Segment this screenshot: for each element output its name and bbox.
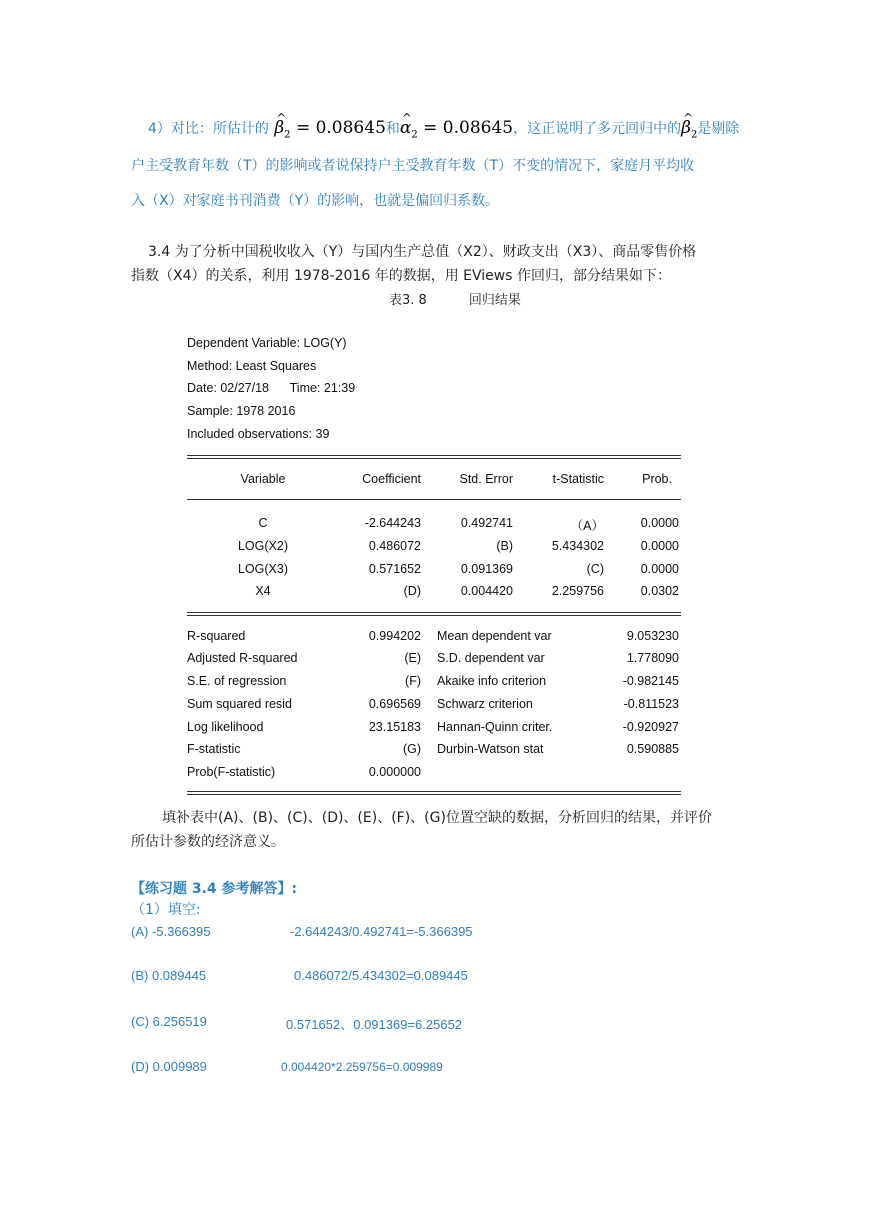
stat4-value2: -0.920927 — [622, 720, 679, 734]
row2-coef: 0.571652 — [368, 562, 421, 576]
row1-prob: 0.0000 — [640, 539, 679, 553]
row2-variable: LOG(X3) — [237, 562, 288, 576]
fill-task-line2: 所估计参数的经济意义。 — [131, 834, 285, 850]
answer-d-label: (D) 0.009989 — [131, 1059, 207, 1074]
stat2-value: (F) — [405, 674, 421, 688]
answer-b-label: (B) 0.089445 — [131, 968, 207, 983]
stat0-label: R-squared — [187, 629, 246, 643]
alpha-value: = 0.08645 — [423, 118, 514, 138]
alpha2-formula: ^ $\alpha_2 = 0.08645$ — [400, 118, 513, 138]
eviews-header-3: Sample: 1978 2016 — [187, 404, 296, 418]
rule-bottom-2 — [187, 794, 681, 795]
answer-a-calc: -2.644243/0.492741=-5.366395 — [290, 924, 473, 939]
row3-variable: X4 — [255, 584, 271, 598]
col-variable: Variable — [240, 472, 286, 486]
col-tstat: t-Statistic — [552, 472, 604, 486]
col-stderror: Std. Error — [459, 472, 513, 486]
para4-line2: 户主受教育年数（T）的影响或者说保持户主受教育年数（T）不变的情况下，家庭月平均收 — [131, 158, 695, 174]
row3-se: 0.004420 — [460, 584, 513, 598]
stat1-label: Adjusted R-squared — [187, 651, 298, 665]
alpha-subscript: 2 — [411, 129, 418, 141]
rule-top-2 — [187, 458, 681, 459]
row0-se: 0.492741 — [460, 516, 513, 530]
stat2-label: S.E. of regression — [187, 674, 287, 688]
stat5-label: F-statistic — [187, 742, 241, 756]
row2-se: 0.091369 — [460, 562, 513, 576]
beta2-formula: ^ $\beta_2 = 0.08645$ — [269, 118, 386, 138]
answer-c-calc: 0.571652、0.091369=6.25652 — [286, 1017, 463, 1032]
stat6-label: Prob(F-statistic) — [187, 765, 276, 779]
fill-task-line1: 填补表中(A)、(B)、(C)、(D)、(E)、(F)、(G)位置空缺的数据，分析回归的结果，并评价 — [162, 810, 712, 826]
row3-coef: (D) — [403, 584, 421, 598]
stat1-label2: S.D. dependent var — [437, 651, 545, 665]
stat0-value2: 9.053230 — [626, 629, 679, 643]
row3-t: 2.259756 — [551, 584, 604, 598]
row0-t: （A） — [570, 519, 604, 533]
and-word: 和 — [385, 121, 400, 137]
beta-subscript: 2 — [284, 129, 291, 141]
stat0-label2: Mean dependent var — [437, 629, 552, 643]
row1-coef: 0.486072 — [368, 539, 421, 553]
answer-a-label: (A) -5.366395 — [131, 924, 211, 939]
question-line1: 3.4 为了分析中国税收收入（Y）与国内生产总值（X2）、财政支出（X3）、商品零售价格 — [148, 244, 697, 260]
stat2-label2: Akaike info criterion — [437, 674, 547, 688]
stat4-label: Log likelihood — [187, 720, 264, 734]
rule-mid-1 — [187, 612, 681, 613]
stat3-label: Sum squared resid — [187, 697, 292, 711]
beta2-symbol: ^ $\beta_2$ — [681, 118, 697, 138]
col-prob: Prob. — [642, 472, 672, 486]
para4-middle: ，这正说明了多元回归中的 — [513, 121, 682, 137]
stat5-value2: 0.590885 — [626, 742, 679, 756]
para4-line3: 入（X）对家庭书刊消费（Y）的影响，也就是偏回归系数。 — [131, 193, 500, 209]
stat3-label2: Schwarz criterion — [437, 697, 533, 711]
question-line2: 指数（X4）的关系，利用 1978-2016 年的数据，用 EViews 作回归，部分结果如下： — [131, 268, 671, 284]
answer-c-label: (C) 6.256519 — [131, 1014, 207, 1029]
stat0-value: 0.994202 — [368, 629, 421, 643]
rule-bottom-1 — [187, 791, 681, 792]
stat3-value: 0.696569 — [368, 697, 421, 711]
row3-prob: 0.0302 — [640, 584, 679, 598]
row0-variable: C — [258, 516, 268, 530]
answer-sub1: （1）填空: — [131, 902, 201, 918]
beta-value: = 0.08645 — [295, 118, 386, 138]
row0-prob: 0.0000 — [640, 516, 679, 530]
stat6-value: 0.000000 — [368, 765, 421, 779]
stat3-value2: -0.811523 — [623, 697, 679, 711]
row2-t: (C) — [586, 562, 604, 576]
answer-d-calc: 0.004420*2.259756=0.009989 — [281, 1060, 443, 1074]
stat5-label2: Durbin-Watson stat — [437, 742, 544, 756]
answer-b-calc: 0.486072/5.434302=0.089445 — [294, 968, 468, 983]
eviews-header-1: Method: Least Squares — [187, 359, 317, 373]
para4-prefix: 4）对比：所估计的 — [148, 121, 269, 137]
stat1-value: (E) — [404, 651, 421, 665]
table-caption — [389, 289, 521, 308]
rule-header — [187, 499, 681, 500]
eviews-header-4: Included observations: 39 — [187, 427, 330, 441]
stat4-value: 23.15183 — [368, 720, 421, 734]
col-coefficient: Coefficient — [362, 472, 421, 486]
stat4-label2: Hannan-Quinn criter. — [437, 720, 553, 734]
table-title: 回归结果 — [468, 293, 521, 308]
row1-variable: LOG(X2) — [237, 539, 288, 553]
table-number: 表3. 8 — [389, 293, 427, 308]
rule-top-1 — [187, 455, 681, 456]
row2-prob: 0.0000 — [640, 562, 679, 576]
stat1-value2: 1.778090 — [626, 651, 679, 665]
stat2-value2: -0.982145 — [622, 674, 679, 688]
rule-mid-2 — [187, 615, 681, 616]
eviews-header-0: Dependent Variable: LOG(Y) — [187, 336, 347, 350]
para4-line1 — [148, 118, 739, 145]
para4-suffix: 是剔除 — [697, 121, 740, 137]
eviews-header-2: Date: 02/27/18 Time: 21:39 — [187, 381, 356, 395]
row0-coef: -2.644243 — [364, 516, 421, 530]
row1-se: (B) — [496, 539, 513, 553]
beta2-subscript: 2 — [690, 129, 698, 141]
stat5-value: (G) — [402, 742, 421, 756]
answer-heading: 【练习题 3.4 参考解答】: — [131, 881, 298, 897]
row1-t: 5.434302 — [551, 539, 604, 553]
